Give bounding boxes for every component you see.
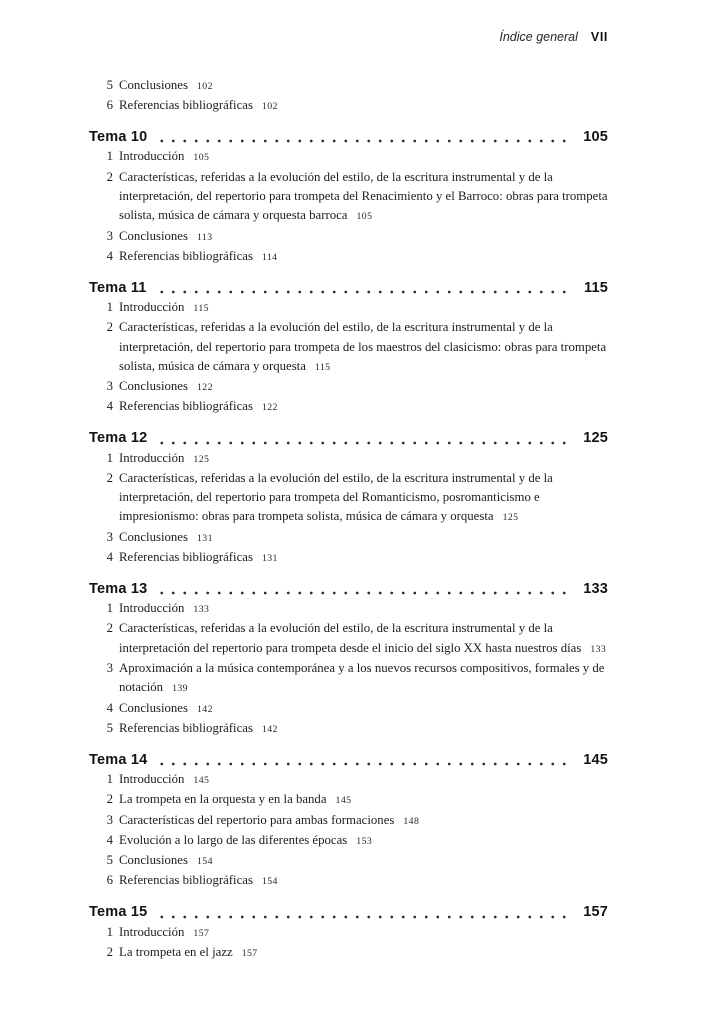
- entry-number: 4: [106, 832, 113, 847]
- table-of-contents: [89, 76, 608, 963]
- entry-number: 2: [106, 470, 113, 485]
- page-folio: VII: [590, 30, 608, 44]
- section-heading: [89, 903, 608, 922]
- entry-title: [119, 831, 608, 851]
- entry-number: 2: [106, 792, 113, 807]
- section-heading-label: Tema 11: [89, 279, 147, 296]
- toc-entry: [89, 699, 608, 719]
- entry-page-number: 154: [261, 876, 278, 888]
- entry-title: [119, 548, 608, 568]
- toc-entry: [89, 811, 608, 831]
- entry-number: 5: [106, 720, 113, 735]
- section-page-number: 133: [583, 580, 608, 597]
- section-page-number: 115: [584, 279, 608, 296]
- entry-page-number: 115: [314, 361, 331, 373]
- section-heading: [89, 429, 608, 448]
- toc-section-tema-13: [89, 580, 608, 739]
- toc-entry: [89, 619, 608, 659]
- entry-title: [119, 770, 608, 790]
- entry-number: 3: [106, 228, 113, 243]
- toc-entry: [89, 871, 608, 891]
- toc-entry: [89, 147, 608, 167]
- section-heading-label: Tema 12: [89, 430, 148, 447]
- section-heading: [89, 580, 608, 599]
- entry-title-text: Referencias bibliográficas: [119, 550, 253, 565]
- entry-title-text: Conclusiones: [119, 853, 188, 868]
- toc-section-tema-11: [89, 279, 608, 418]
- entry-title: [119, 147, 608, 167]
- entry-number: 3: [106, 529, 113, 544]
- entry-page-number: 105: [193, 152, 210, 164]
- entry-title: [119, 943, 608, 963]
- running-head: [89, 30, 608, 45]
- entry-page-number: 142: [196, 703, 213, 715]
- dot-leader: [156, 439, 573, 445]
- toc-entry: [89, 943, 608, 963]
- entry-title: [119, 449, 608, 469]
- entry-title-text: Características, referidas a la evolución del estilo, de la escritura instrumental y de la interpretación, del repertorio para trompeta de los maestros del clasicismo: obras para trompeta solista, música de cámara y orquesta: [119, 320, 607, 373]
- toc-entry: [89, 247, 608, 267]
- section-page-number: 145: [583, 751, 608, 768]
- page-content: [89, 30, 608, 963]
- entry-title-text: Referencias bibliográficas: [119, 248, 253, 263]
- entry-title: [119, 811, 608, 831]
- entry-title-text: Conclusiones: [119, 78, 188, 92]
- entry-title-text: Introducción: [119, 149, 185, 164]
- entry-page-number: 133: [590, 643, 607, 655]
- section-heading-label: Tema 15: [89, 904, 148, 921]
- toc-section-tema-10: [89, 128, 608, 267]
- entry-page-number: 113: [196, 231, 213, 243]
- entry-number: 1: [106, 772, 113, 786]
- entry-title-text: Aproximación a la música contemporánea y a los nuevos recursos compositivos, formales y de notación: [119, 661, 605, 695]
- entry-page-number: 148: [403, 815, 420, 827]
- dot-leader: [156, 288, 574, 294]
- entry-number: 2: [106, 169, 113, 184]
- entry-page-number: 125: [502, 512, 519, 524]
- entry-title: [119, 871, 608, 891]
- dot-leader: [156, 137, 573, 143]
- entry-page-number: 131: [261, 553, 278, 565]
- entry-page-number: 125: [193, 453, 210, 465]
- entry-title: [119, 247, 608, 267]
- entry-page-number: 114: [261, 251, 278, 263]
- entry-page-number: 142: [261, 723, 278, 735]
- entry-number: 5: [106, 78, 113, 92]
- entry-page-number: 131: [196, 532, 213, 544]
- section-heading-label: Tema 13: [89, 580, 148, 597]
- entry-title: [119, 528, 608, 548]
- entry-title-text: Referencias bibliográficas: [119, 873, 253, 888]
- toc-entry: [89, 790, 608, 810]
- entry-page-number: 115: [193, 302, 209, 314]
- entry-page-number: 145: [193, 775, 210, 786]
- entry-title: [119, 851, 608, 871]
- toc-section-tema-15: [89, 903, 608, 963]
- entry-number: 1: [106, 299, 113, 314]
- toc-section-tema-14: [89, 751, 608, 892]
- entry-title: [119, 923, 608, 943]
- entry-title-text: Introducción: [119, 601, 185, 616]
- entry-title: [119, 599, 608, 619]
- entry-number: 2: [106, 621, 113, 636]
- entry-page-number: 122: [196, 382, 213, 394]
- section-heading: [89, 279, 608, 298]
- entry-number: 4: [106, 399, 113, 414]
- section-page-number: 157: [583, 904, 608, 921]
- toc-entry: [89, 397, 608, 417]
- toc-entry: [89, 298, 608, 318]
- entry-page-number: 157: [193, 927, 210, 939]
- entry-title-text: Introducción: [119, 772, 185, 786]
- entry-title: [119, 659, 608, 699]
- toc-entry: [89, 76, 608, 96]
- entry-title-text: Referencias bibliográficas: [119, 399, 253, 414]
- entry-title: [119, 168, 608, 227]
- entry-title: [119, 76, 608, 96]
- entry-page-number: 139: [172, 683, 188, 695]
- toc-entry: [89, 318, 608, 377]
- entry-title-text: La trompeta en el jazz: [119, 944, 233, 959]
- entry-title: [119, 397, 608, 417]
- entry-title-text: Conclusiones: [119, 700, 188, 715]
- entry-title-text: Características del repertorio para ambas formaciones: [119, 812, 395, 827]
- section-page-number: 105: [583, 129, 608, 146]
- section-heading: [89, 751, 608, 770]
- entry-title-text: Referencias bibliográficas: [119, 720, 253, 735]
- entry-title-text: La trompeta en la orquesta y en la banda: [119, 792, 327, 807]
- entry-number: 3: [106, 661, 113, 676]
- toc-entry: [89, 377, 608, 397]
- toc-entry: [89, 770, 608, 790]
- toc-entry: [89, 168, 608, 227]
- entry-title-text: Conclusiones: [119, 228, 188, 243]
- entry-number: 1: [106, 601, 113, 616]
- entry-page-number: 145: [335, 795, 352, 807]
- entry-title: [119, 377, 608, 397]
- entry-number: 1: [106, 149, 113, 164]
- toc-entry: [89, 548, 608, 568]
- entry-title-text: Conclusiones: [119, 379, 188, 394]
- entry-title-text: Características, referidas a la evolución del estilo, de la escritura instrumental y de la interpretación, del repertorio para trompeta del Renacimiento y el Barroco: obras para trompeta solista, música de cámara y orquesta barroca: [119, 169, 608, 223]
- entry-title-text: Características, referidas a la evolución del estilo, de la escritura instrumental y de la interpretación del repertorio para trompeta desde el inicio del siglo XX hasta nuestros días: [119, 621, 582, 655]
- toc-entry: [89, 851, 608, 871]
- entry-title-text: Referencias bibliográficas: [119, 98, 253, 113]
- entry-title: [119, 699, 608, 719]
- entry-page-number: 105: [356, 211, 373, 223]
- entry-number: 4: [106, 550, 113, 565]
- entry-page-number: 157: [241, 947, 258, 959]
- entry-title: [119, 790, 608, 810]
- entry-title-text: Introducción: [119, 299, 185, 314]
- entry-page-number: 153: [356, 835, 373, 847]
- entry-page-number: 154: [196, 856, 213, 868]
- entry-number: 6: [106, 873, 113, 888]
- entry-number: 1: [106, 924, 113, 939]
- entry-title: [119, 298, 608, 318]
- entry-number: 5: [106, 853, 113, 868]
- entry-page-number: 122: [261, 402, 278, 414]
- entry-number: 3: [106, 379, 113, 394]
- entry-title-text: Introducción: [119, 924, 185, 939]
- toc-entry: [89, 923, 608, 943]
- toc-entry: [89, 227, 608, 247]
- entry-number: 6: [106, 98, 113, 113]
- toc-entry: [89, 831, 608, 851]
- toc-entry: [89, 659, 608, 699]
- entry-title: [119, 719, 608, 739]
- toc-entry: [89, 449, 608, 469]
- entry-page-number: 133: [193, 604, 210, 616]
- toc-entry: [89, 96, 608, 116]
- entry-title-text: Conclusiones: [119, 529, 188, 544]
- entry-title: [119, 619, 608, 659]
- running-head-title: Índice general: [499, 30, 578, 44]
- dot-leader: [156, 760, 573, 766]
- entry-number: 4: [106, 700, 113, 715]
- entry-page-number: 102: [196, 81, 213, 92]
- entry-title-text: Introducción: [119, 450, 185, 465]
- dot-leader: [156, 913, 573, 919]
- toc-entry: [89, 599, 608, 619]
- toc-section-tema-12: [89, 429, 608, 568]
- entry-title: [119, 318, 608, 377]
- toc-entry: [89, 469, 608, 528]
- entry-number: 2: [106, 944, 113, 959]
- section-heading: [89, 128, 608, 147]
- toc-section-continued: [89, 76, 608, 117]
- entry-number: 3: [106, 812, 113, 827]
- entry-title: [119, 96, 608, 116]
- dot-leader: [156, 589, 573, 595]
- entry-title: [119, 469, 608, 528]
- entry-title-text: Evolución a lo largo de las diferentes épocas: [119, 832, 348, 847]
- section-page-number: 125: [583, 430, 608, 447]
- entry-number: 4: [106, 248, 113, 263]
- toc-entry: [89, 528, 608, 548]
- entry-number: 2: [106, 320, 113, 335]
- section-heading-label: Tema 14: [89, 751, 148, 768]
- entry-number: 1: [106, 450, 113, 465]
- entry-title: [119, 227, 608, 247]
- entry-page-number: 102: [261, 101, 278, 113]
- toc-entry: [89, 719, 608, 739]
- section-heading-label: Tema 10: [89, 129, 148, 146]
- entry-title-text: Características, referidas a la evolución del estilo, de la escritura instrumental y de la interpretación, del repertorio para trompeta del Romanticismo, posromanticismo e impresionismo: obras para trompeta solista, música de cámara y orquesta: [119, 470, 553, 524]
